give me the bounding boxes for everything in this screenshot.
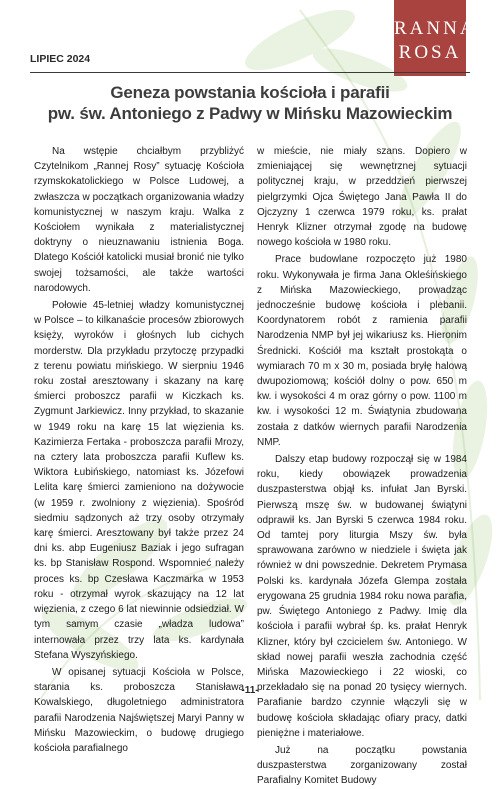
paragraph: W opisanej sytuacji Kościoła w Polsce, starania ks. proboszcza Stanisława Kowalskiego, długoletniego administratora parafii Narodzenia Najświętszej Maryi Panny w Mińsku Mazowieckim, o budowę drugiego kościoła parafialnego <box>34 666 244 754</box>
page-number: -11- <box>241 685 259 696</box>
paragraph: Już na początku powstania duszpasterstwa zorganizowany został Parafialny Komitet Budowy <box>257 744 467 787</box>
paragraph: Na wstępie chciałbym przybliżyć Czytelnikom „Rannej Rosy” sytuację Kościoła rzymskokatolickiego w Polsce Ludowej, a zwłaszcza w początkach organizowania władzy komunistycznej w naszym kraju. Walka z Kościołem wynikała z materialistycznej doktryny o nieuznawaniu istnienia Boga. Dlatego Kościół katolicki musiał bronić nie tylko swojej tożsamości, ale także wartości narodowych. <box>34 146 244 294</box>
article-column-left <box>34 144 244 756</box>
paragraph: w mieście, nie miały szans. Dopiero w zmieniającej się wewnętrznej sytuacji politycznej kraju, w przeddzień pierwszej pielgrzymki Ojca Świętego Jana Pawła II do Ojczyzny 1 czerwca 1979 roku, ks. prałat Henryk Klizner otrzymał zgodę na budowę nowego kościoła w 1980 roku. <box>257 146 467 249</box>
issue-date: LIPIEC 2024 <box>30 53 91 65</box>
article-title-line-2: pw. św. Antoniego z Padwy w Mińsku Mazowieckim <box>47 104 453 123</box>
magazine-logo <box>394 0 477 76</box>
logo-text-top: RANNA <box>394 18 477 39</box>
paragraph: Dalszy etap budowy rozpoczął się w 1984 roku, kiedy obowiązek prowadzenia duszpasterstwa objął ks. infułat Jan Byrski. Pierwszą mszę św. w budowanej świątyni odprawił ks. Jan Byrski 5 czerwca 1984 roku. Od tamtej pory liturgia Mszy św. była sprawowana zarówno w niedziele i święta jak również w dni powszednie. Dekretem Prymasa Polski ks. kardynała Józefa Glempa została erygowana 25 grudnia 1984 roku nowa parafia, pw. Świętego Antoniego z Padwy. Imię dla kościoła i parafii wybrał śp. ks. prałat Henryk Klizner, który był czcicielem św. Antoniego. W skład nowej parafii weszła zachodnia część Mińska Mazowieckiego i 22 wioski, co przekładało się na ponad 20 tysięcy wiernych. Parafianie bardzo czynnie włączyli się w budowę kościoła składając ofiary pracy, datki pieniężne i materiałowe. <box>257 454 467 739</box>
paragraph: Prace budowlane rozpoczęto już 1980 roku. Wykonywała je firma Jana Okleśińskiego z Mińska Mazowieckiego, prowadząc jednocześnie budowę kościoła i plebanii. Koordynatorem robót z ramienia parafii Narodzenia NMP był jej wikariusz ks. Hieronim Średnicki. Kościół ma kształt prostokąta o wymiarach 70 m x 30 m, posiada bryłę halową dwupoziomową; kościół dolny o pow. 650 m kw. i wysokości 4 m oraz górny o pow. 1100 m kw. i wysokości 12 m. Świątynia zbudowana została z datków wiernych parafii Narodzenia NMP. <box>257 254 467 448</box>
article-title-line-1: Geneza powstania kościoła i parafii <box>110 83 390 102</box>
header-divider <box>30 72 470 73</box>
paragraph: Połowie 45-letniej władzy komunistycznej w Polsce – to kilkanaście procesów zbiorowych księży, wyroków i głośnych lub cichych morderstw. Dla przykładu przytoczę przypadki z terenu powiatu mińskiego. W sierpniu 1946 roku został aresztowany i skazany na karę śmierci proboszcz parafii w Kiczkach ks. Zygmunt Jarkiewicz. Inny przykład, to skazanie w 1949 roku na karę 15 lat więzienia ks. Kazimierza Fertaka - proboszcza parafii Mrozy, na cztery lata proboszcza parafii Kuflew ks. Wiktora Łubińskiego, natomiast ks. Józefowi Lelita karę śmierci zamieniono na dożywocie (w 1959 r. zwolniony z więzienia). Spośród siedmiu sądzonych aż trzy osoby otrzymały karę śmierci. Aresztowany był także przez 24 dni ks. abp Eugeniusz Baziak i jego sufragan ks. bp Stanisław Rospond. Wspomnieć należy proces ks. bp Czesława Kaczmarka w 1953 roku - otrzymał wyrok skazujący na 12 lat więzienia, z czego 6 lat niewinnie odsiedział. W tym samym czasie „władza ludowa” internowała przez trzy lata ks. kardynała Stefana Wyszyńskiego. <box>34 300 244 661</box>
logo-text-bottom: ROSA <box>398 42 462 63</box>
